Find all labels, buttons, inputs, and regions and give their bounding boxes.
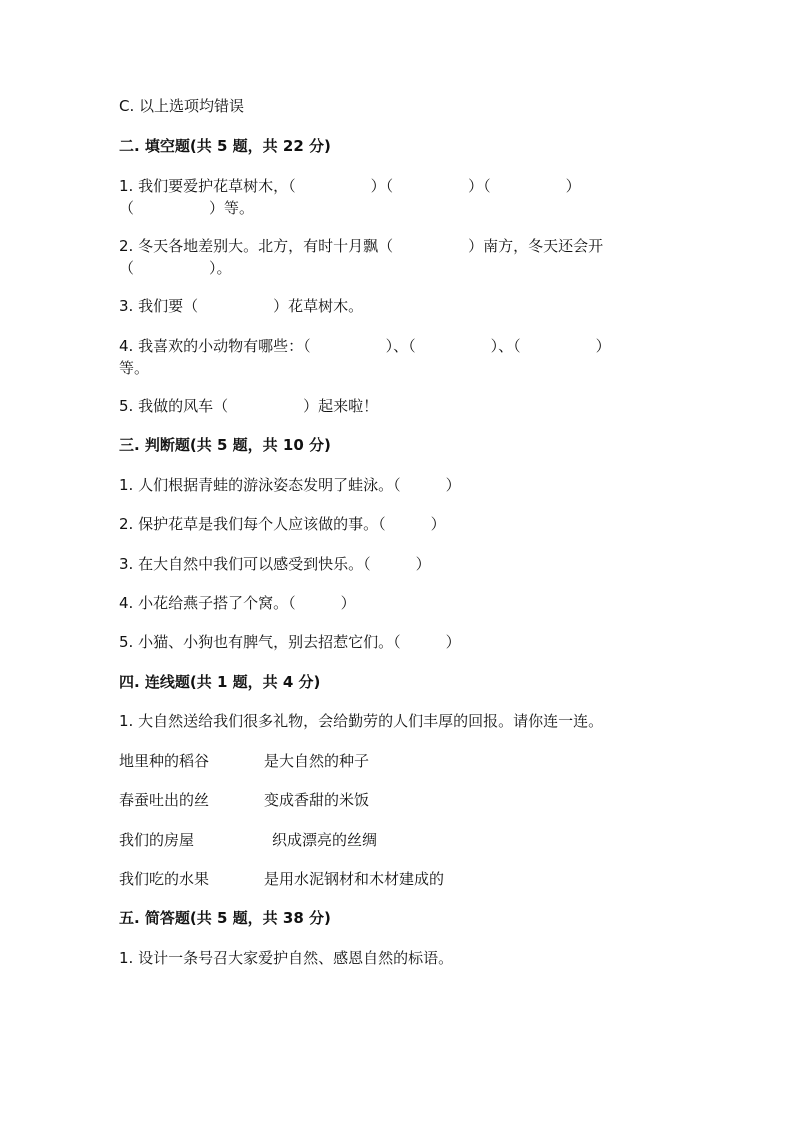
- question-text: 等。: [119, 359, 150, 377]
- question-text: （ ）。: [119, 259, 232, 277]
- question-text: 1. 我们要爱护花草树木，（ ）（ ）（ ）: [119, 177, 581, 195]
- section-heading-fill-blank: 二. 填空题(共 5 题，共 22 分): [119, 137, 331, 155]
- section-heading-true-false: 三. 判断题(共 5 题，共 10 分): [119, 436, 331, 454]
- matching-right-item: 是大自然的种子: [264, 752, 370, 770]
- question-text: 4. 小花给燕子搭了个窝。（ ）: [119, 594, 356, 612]
- question-text: 3. 在大自然中我们可以感受到快乐。（ ）: [119, 555, 431, 573]
- matching-right-item: 是用水泥钢材和木材建成的: [264, 870, 445, 888]
- question-text: （ ）等。: [119, 199, 255, 217]
- matching-left-item: 地里种的稻谷: [119, 752, 210, 770]
- question-text: 1. 大自然送给我们很多礼物，会给勤劳的人们丰厚的回报。请你连一连。: [119, 712, 604, 730]
- question-text: 2. 保护花草是我们每个人应该做的事。（ ）: [119, 515, 446, 533]
- question-text: 5. 小猫、小狗也有脾气，别去招惹它们。（ ）: [119, 633, 461, 651]
- matching-left-item: 我们吃的水果: [119, 870, 210, 888]
- question-text: 5. 我做的风车（ ）起来啦！: [119, 397, 379, 415]
- matching-left-item: 我们的房屋: [119, 831, 195, 849]
- matching-left-item: 春蚕吐出的丝: [119, 791, 210, 809]
- matching-right-item: 织成漂亮的丝绸: [272, 831, 378, 849]
- question-text: 2. 冬天各地差别大。北方，有时十月飘（ ）南方，冬天还会开: [119, 237, 604, 255]
- question-text: 1. 设计一条号召大家爱护自然、感恩自然的标语。: [119, 949, 454, 967]
- question-text: 3. 我们要（ ）花草树木。: [119, 297, 364, 315]
- section-heading-short-answer: 五. 简答题(共 5 题，共 38 分): [119, 909, 331, 927]
- question-text: 4. 我喜欢的小动物有哪些：（ ）、（ ）、（ ）: [119, 337, 611, 355]
- question-text: 1. 人们根据青蛙的游泳姿态发明了蛙泳。（ ）: [119, 476, 461, 494]
- matching-right-item: 变成香甜的米饭: [264, 791, 370, 809]
- option-c: C. 以上选项均错误: [119, 97, 245, 115]
- section-heading-matching: 四. 连线题(共 1 题，共 4 分): [119, 673, 321, 691]
